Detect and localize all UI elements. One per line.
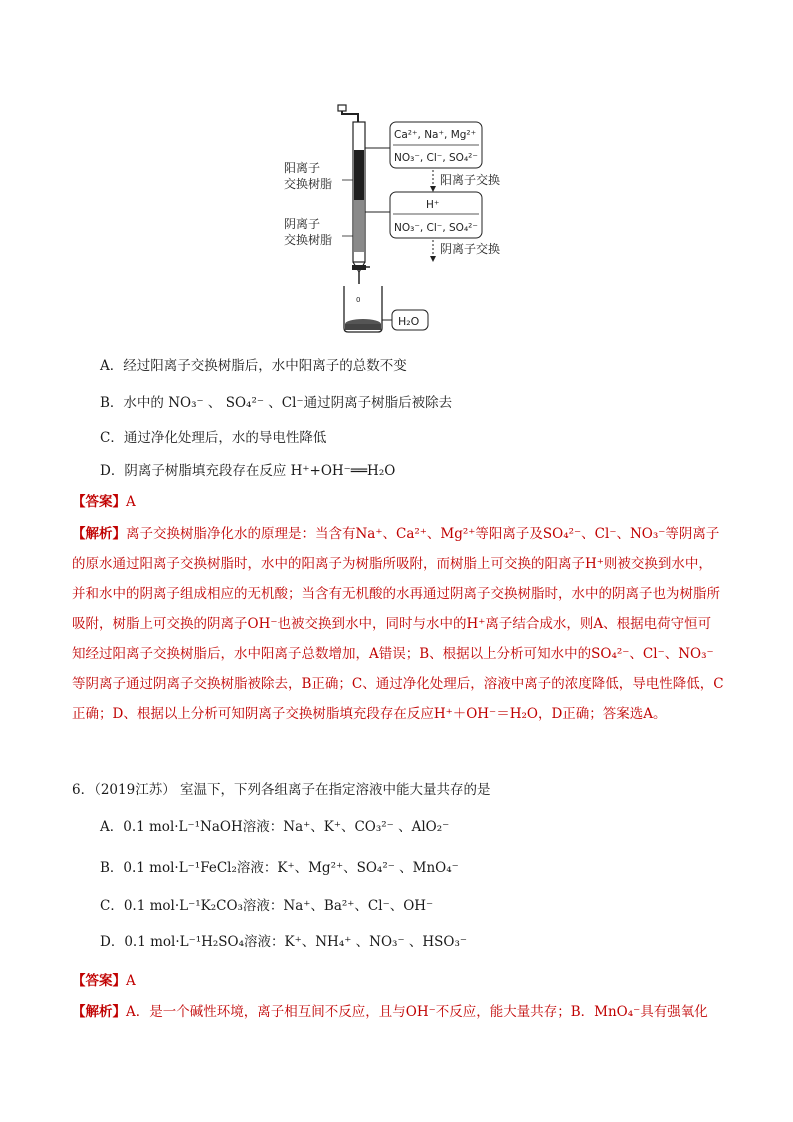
q5-option-c: C．通过净化处理后，水的导电性降低 <box>100 430 327 446</box>
anion-resin-fill <box>354 200 364 252</box>
q5-option-b-so4: SO₄²⁻ <box>225 395 264 411</box>
q6-option-d: D．0.1 mol·L⁻¹H₂SO₄溶液：K⁺、NH₄⁺ 、NO₃⁻ 、HSO₃⁻ <box>100 934 467 950</box>
anion-resin-label-2: 交换树脂 <box>284 233 333 247</box>
arrow2-label: 阴离子交换 <box>440 242 501 256</box>
analysis-text: 离子交换树脂净化水的原理是：当含有Na⁺、Ca²⁺、Mg²⁺等阳离子及SO₄²⁻、Cl⁻、NO₃⁻等阴离子的原水通过阳离子交换树脂时，水中的阳离子为树脂所吸附，而树脂上可交换的阳离子H⁺则被交换到水中，并和水中的阴离子组成相应的无机酸；当含有无机酸的水再通过阴离子交换树脂时，水中的阴离子也为树脂所吸附，树脂上可交换的阴离子OH⁻也被交换到水中，同时与水中的H⁺离子结合成水，则A、根据电荷守恒可知经过阳离子交换树脂后，水中阳离子总数增加，A错误；B、根据以上分析可知水中的SO₄²⁻、Cl⁻、NO₃⁻等阴离子通过阴离子交换树脂被除去，B正确；C、通过净化处理后，溶液中离子的浓度降低，导电性降低，C正确；D、根据以上分析可知阴离子交换树脂填充段存在反应H⁺＋OH⁻＝H₂O，D正确；答案选A。 <box>72 526 724 722</box>
box2-anions: NO₃⁻, Cl⁻, SO₄²⁻ <box>394 222 478 234</box>
q5-option-b <box>100 393 452 413</box>
drop-mark: 0 <box>356 296 361 304</box>
q5-analysis <box>72 519 724 729</box>
box1-anions: NO₃⁻, Cl⁻, SO₄²⁻ <box>394 152 478 164</box>
answer-tag: 【答案】 <box>72 494 126 510</box>
q5-option-d: D．阴离子树脂填充段存在反应 H⁺+OH⁻══H₂O <box>100 463 396 479</box>
beaker-label: H₂O <box>398 315 420 328</box>
cation-resin-fill <box>354 150 364 200</box>
box1-cations: Ca²⁺, Na⁺, Mg²⁺ <box>394 129 477 141</box>
q5-option-b-prefix: B．水中的 <box>100 395 169 411</box>
q6-option-a: A．0.1 mol·L⁻¹NaOH溶液：Na⁺、K⁺、CO₃²⁻ 、AlO₂⁻ <box>100 819 450 835</box>
analysis-text: A．是一个碱性环境，离子相互间不反应，且与OH⁻不反应，能大量共存；B．MnO₄⁻具有强氧化 <box>126 1004 708 1020</box>
q6-option-c: C．0.1 mol·L⁻¹K₂CO₃溶液：Na⁺、Ba²⁺、Cl⁻、OH⁻ <box>100 898 434 914</box>
analysis-tag: 【解析】 <box>72 1004 126 1020</box>
arrow1-label: 阳离子交换 <box>440 173 501 187</box>
analysis-tag: 【解析】 <box>72 526 126 542</box>
q5-option-b-sep: 、 <box>203 395 226 411</box>
q6-answer <box>72 971 136 991</box>
q5-option-b-no3: NO₃⁻ <box>168 395 204 411</box>
answer-value: A <box>126 494 136 510</box>
q6-stem: 6．（2019江苏） 室温下，下列各组离子在指定溶液中能大量共存的是 <box>72 782 491 798</box>
answer-value: A <box>126 973 136 989</box>
q5-option-a: A．经过阳离子交换树脂后，水中阳离子的总数不变 <box>100 358 407 374</box>
box2-cations: H⁺ <box>426 199 440 211</box>
q6-option-b: B．0.1 mol·L⁻¹FeCl₂溶液：K⁺、Mg²⁺、SO₄²⁻ 、MnO₄⁻ <box>100 860 459 876</box>
q6-analysis <box>72 997 724 1027</box>
ion-exchange-diagram <box>280 100 520 340</box>
cation-resin-label: 阳离子 <box>284 161 321 175</box>
anion-resin-label: 阴离子 <box>284 217 321 231</box>
answer-tag: 【答案】 <box>72 973 126 989</box>
q5-option-b-suffix: 、Cl⁻通过阴离子树脂后被除去 <box>264 395 453 411</box>
cation-resin-label-2: 交换树脂 <box>284 177 333 191</box>
q5-answer <box>72 492 136 512</box>
